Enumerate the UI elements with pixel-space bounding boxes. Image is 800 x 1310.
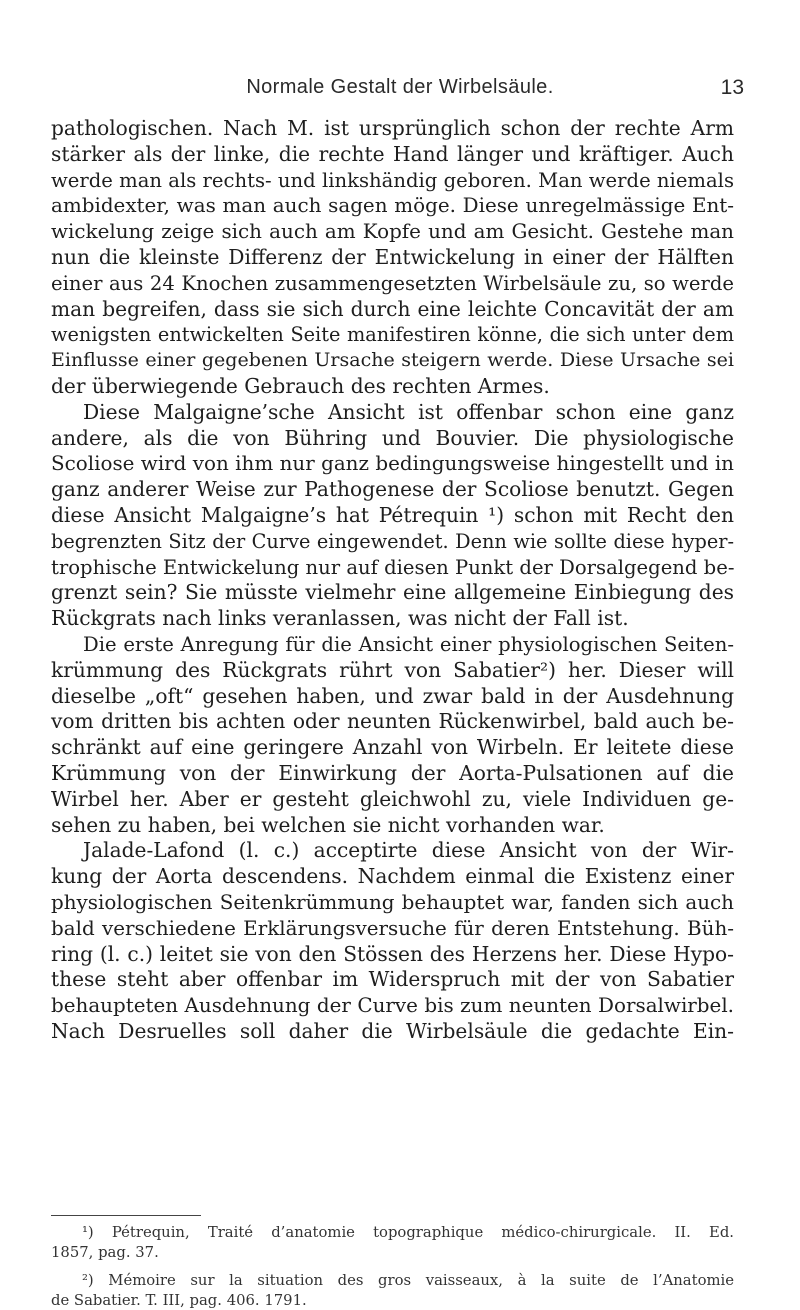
text-line: Die erste Anregung für die Ansicht einer physiologischen Seiten- — [51, 632, 734, 658]
page-number: 13 — [721, 76, 744, 100]
footnote-1-continuation: 1857, pag. 37. — [51, 1243, 734, 1263]
text-line: nun die kleinste Differenz der Entwickelung in einer der Hälften — [51, 245, 734, 271]
text-line: Jalade-Lafond (l. c.) acceptirte diese Ansicht von der Wir- — [51, 838, 734, 864]
text-line: andere, als die von Bühring und Bouvier. Die physiologische — [51, 426, 734, 452]
footnote-2-continuation: de Sabatier. T. III, pag. 406. 1791. — [51, 1291, 734, 1310]
text-line: wickelung zeige sich auch am Kopfe und am Gesicht. Gestehe man — [51, 219, 734, 245]
text-line: pathologischen. Nach M. ist ursprünglich schon der rechte Arm — [51, 116, 734, 142]
text-line: Wirbel her. Aber er gesteht gleichwohl zu, viele Individuen ge- — [51, 787, 734, 813]
text-line: schränkt auf eine geringere Anzahl von Wirbeln. Er leitete diese — [51, 735, 734, 761]
text-line: Scoliose wird von ihm nur ganz bedingungsweise hingestellt und in — [51, 451, 734, 477]
text-line: diese Ansicht Malgaigne’s hat Pétrequin ¹) schon mit Recht den — [51, 503, 734, 529]
text-line: begrenzten Sitz der Curve eingewendet. Denn wie sollte diese hyper- — [51, 529, 734, 555]
text-line: bald verschiedene Erklärungsversuche für deren Entstehung. Büh- — [51, 916, 734, 942]
text-line: einer aus 24 Knochen zusammengesetzten Wirbelsäule zu, so werde — [51, 271, 734, 297]
text-line: man begreifen, dass sie sich durch eine leichte Concavität der am — [51, 297, 734, 323]
text-line: vom dritten bis achten oder neunten Rückenwirbel, bald auch be- — [51, 709, 734, 735]
text-line: krümmung des Rückgrats rührt von Sabatier²) her. Dieser will — [51, 658, 734, 684]
text-line: grenzt sein? Sie müsste vielmehr eine allgemeine Einbiegung des — [51, 580, 734, 606]
text-line: wenigsten entwickelten Seite manifestiren könne, die sich unter dem — [51, 322, 734, 348]
text-line: behaupteten Ausdehnung der Curve bis zum neunten Dorsalwirbel. — [51, 993, 734, 1019]
text-line: Diese Malgaigne’sche Ansicht ist offenbar schon eine ganz — [51, 400, 734, 426]
footnote-2: ²) Mémoire sur la situation des gros vaisseaux, à la suite de l’Anatomie — [51, 1271, 734, 1291]
text-line: kung der Aorta descendens. Nachdem einmal die Existenz einer — [51, 864, 734, 890]
text-line: Einflusse einer gegebenen Ursache steigern werde. Diese Ursache sei — [51, 348, 734, 374]
text-line: ambidexter, was man auch sagen möge. Diese unregelmässige Ent- — [51, 193, 734, 219]
page-header — [0, 76, 800, 106]
footnotes — [51, 1223, 734, 1310]
text-line: dieselbe „oft“ gesehen haben, und zwar bald in der Ausdehnung — [51, 684, 734, 710]
text-line: trophische Entwickelung nur auf diesen Punkt der Dorsalgegend be- — [51, 555, 734, 581]
text-line: ring (l. c.) leitet sie von den Stössen des Herzens her. Diese Hypo- — [51, 942, 734, 968]
text-line: Nach Desruelles soll daher die Wirbelsäule die gedachte Ein- — [51, 1019, 734, 1045]
text-line: der überwiegende Gebrauch des rechten Armes. — [51, 374, 734, 400]
text-line: Krümmung von der Einwirkung der Aorta-Pulsationen auf die — [51, 761, 734, 787]
text-line: Rückgrats nach links veranlassen, was nicht der Fall ist. — [51, 606, 734, 632]
footnote-1: ¹) Pétrequin, Traité d’anatomie topographique médico-chirurgicale. II. Ed. — [51, 1223, 734, 1243]
body-text — [51, 116, 734, 1045]
text-line: stärker als der linke, die rechte Hand länger und kräftiger. Auch — [51, 142, 734, 168]
text-line: werde man als rechts- und linkshändig geboren. Man werde niemals — [51, 168, 734, 194]
text-line: physiologischen Seitenkrümmung behauptet war, fanden sich auch — [51, 890, 734, 916]
running-title: Normale Gestalt der Wirbelsäule. — [0, 76, 800, 99]
text-line: these steht aber offenbar im Widerspruch mit der von Sabatier — [51, 967, 734, 993]
footnote-divider — [51, 1215, 201, 1216]
text-line: ganz anderer Weise zur Pathogenese der Scoliose benutzt. Gegen — [51, 477, 734, 503]
text-line: sehen zu haben, bei welchen sie nicht vorhanden war. — [51, 813, 734, 839]
